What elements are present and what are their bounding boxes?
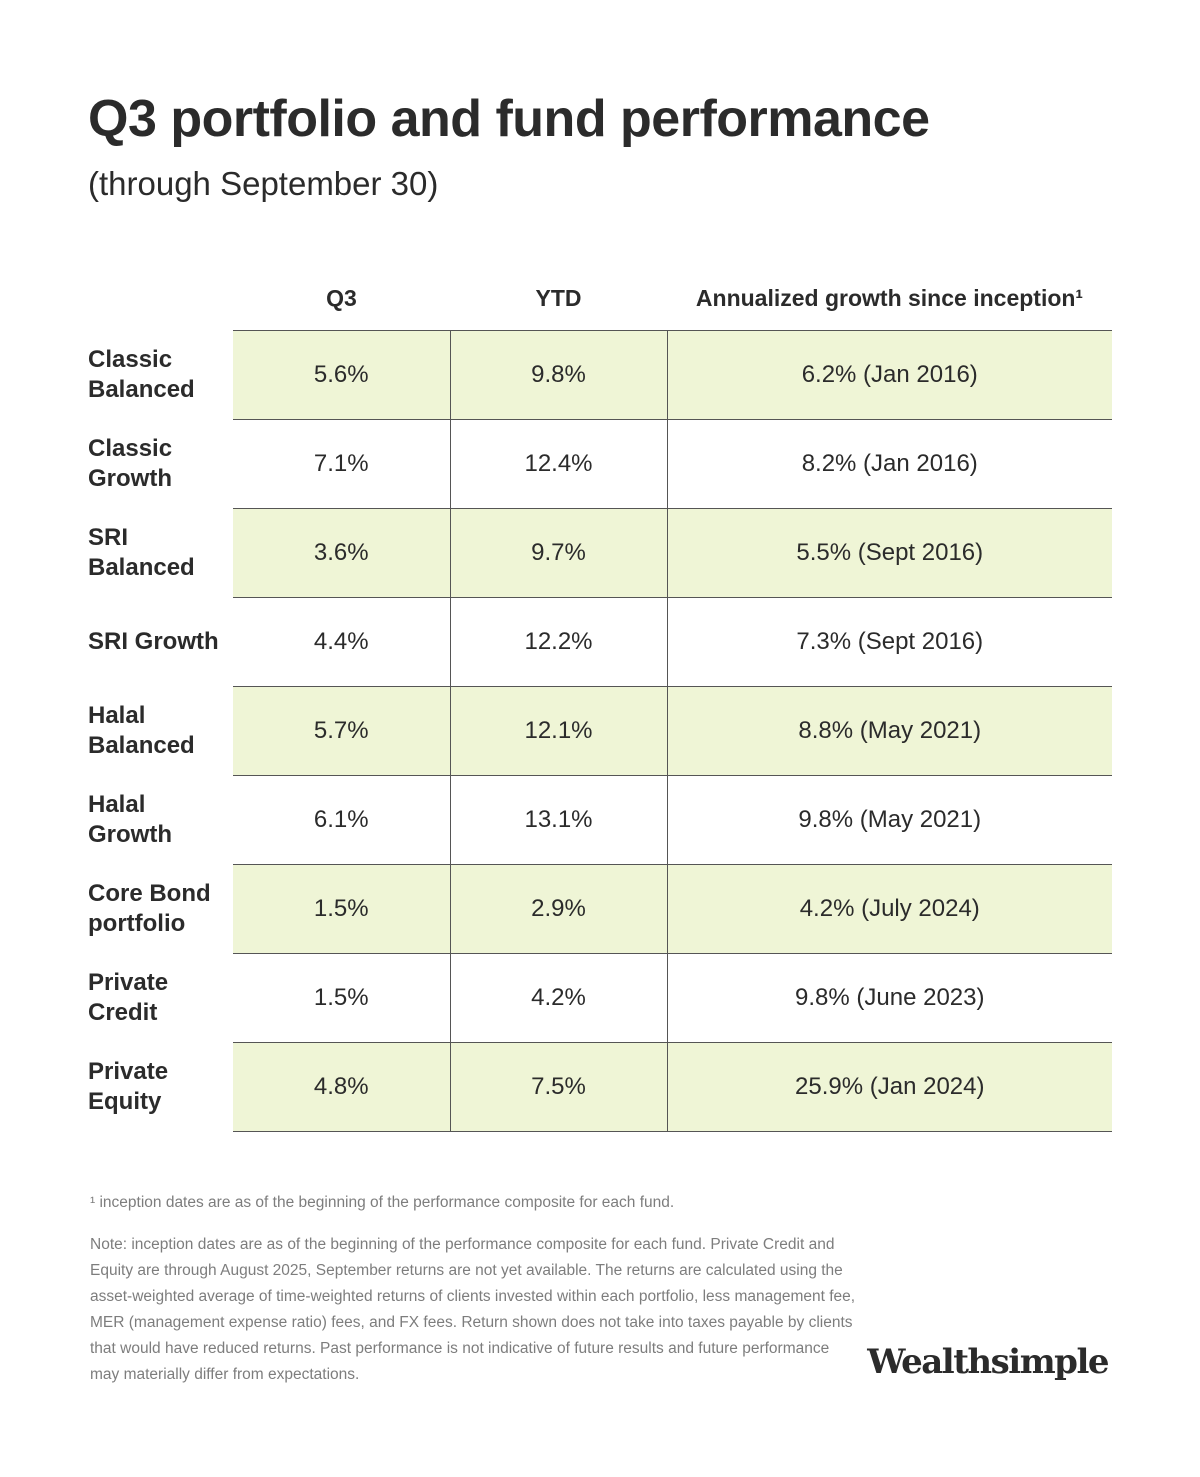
ytd-value: 9.7% — [450, 509, 667, 598]
q3-value: 1.5% — [233, 954, 450, 1043]
table-row — [88, 331, 1112, 420]
fund-name: Classic Growth — [88, 435, 173, 492]
table-row — [88, 509, 1112, 598]
annualized-value: 8.2% (Jan 2016) — [667, 420, 1112, 509]
ytd-value: 4.2% — [450, 954, 667, 1043]
annualized-value: 9.8% (June 2023) — [667, 954, 1112, 1043]
q3-value: 4.8% — [233, 1043, 450, 1132]
table-header-row — [88, 270, 1112, 331]
table-row — [88, 420, 1112, 509]
table-row — [88, 776, 1112, 865]
fund-name: SRI Balanced — [88, 524, 195, 581]
table-row — [88, 1043, 1112, 1132]
annualized-value: 8.8% (May 2021) — [667, 687, 1112, 776]
annualized-value: 9.8% (May 2021) — [667, 776, 1112, 865]
fund-name-column-header — [88, 270, 233, 331]
table-row — [88, 687, 1112, 776]
q3-value: 1.5% — [233, 865, 450, 954]
fund-name: Halal Balanced — [88, 702, 195, 759]
column-header-ytd: YTD — [450, 270, 667, 331]
ytd-value: 12.1% — [450, 687, 667, 776]
q3-value: 4.4% — [233, 598, 450, 687]
ytd-value: 9.8% — [450, 331, 667, 420]
fund-name: Halal Growth — [88, 791, 172, 848]
performance-table — [88, 270, 1112, 1132]
inception-footnote: ¹ inception dates are as of the beginning of the performance composite for each fund. — [90, 1194, 675, 1211]
annualized-value: 6.2% (Jan 2016) — [667, 331, 1112, 420]
table-row — [88, 865, 1112, 954]
ytd-value: 12.2% — [450, 598, 667, 687]
annualized-value: 4.2% (July 2024) — [667, 865, 1112, 954]
q3-value: 3.6% — [233, 509, 450, 598]
table-row — [88, 954, 1112, 1043]
annualized-value: 7.3% (Sept 2016) — [667, 598, 1112, 687]
ytd-value: 7.5% — [450, 1043, 667, 1132]
fund-name: Classic Balanced — [88, 346, 195, 403]
q3-value: 7.1% — [233, 420, 450, 509]
ytd-value: 12.4% — [450, 420, 667, 509]
wealthsimple-logo: Wealthsimple — [867, 1342, 1108, 1382]
annualized-value: 25.9% (Jan 2024) — [667, 1043, 1112, 1132]
table-row — [88, 598, 1112, 687]
fund-name: Private Equity — [88, 1058, 169, 1115]
annualized-value: 5.5% (Sept 2016) — [667, 509, 1112, 598]
page-title: Q3 portfolio and fund performance — [88, 90, 930, 148]
page-subtitle: (through September 30) — [88, 165, 439, 202]
q3-value: 5.6% — [233, 331, 450, 420]
fund-name: SRI Growth — [88, 628, 219, 655]
fund-name: Core Bond portfolio — [88, 880, 211, 937]
fund-name: Private Credit — [88, 969, 169, 1026]
column-header-q3: Q3 — [233, 270, 450, 331]
q3-value: 5.7% — [233, 687, 450, 776]
ytd-value: 13.1% — [450, 776, 667, 865]
column-header-annualized: Annualized growth since inception¹ — [667, 270, 1112, 331]
ytd-value: 2.9% — [450, 865, 667, 954]
q3-value: 6.1% — [233, 776, 450, 865]
disclaimer-note: Note: inception dates are as of the beginning of the performance composite for each fund. Private Credit and Equity are through August 2025, September returns are not yet available. The returns are calculated using the asset-weighted average of time-weighted returns of clients invested within each portfolio, less management fee, MER (management expense ratio) fees, and FX fees. Return shown does not take into taxes payable by clients that would have reduced returns. Past performance is not indicative of future results and future performance may materially differ from expectations. — [90, 1236, 856, 1383]
